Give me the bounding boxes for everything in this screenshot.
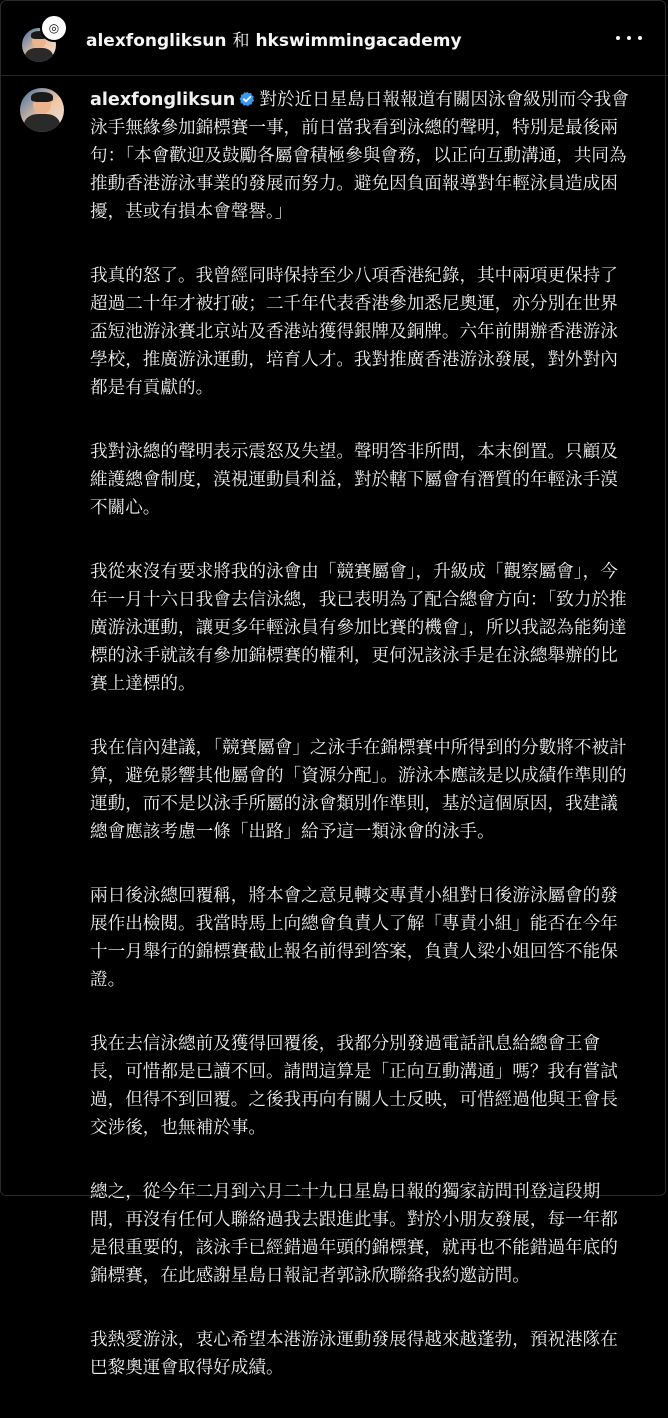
caption-paragraph: 我在去信泳總前及獲得回覆後，我都分別發過電話訊息給總會王會長，可惜都是已讀不回。請問這算是「正向互動溝通」嗎？我有嘗試過，但得不到回覆。之後我再向有關人士反映，可惜經過他與王會長交涉後，也無補於事。	[90, 1034, 618, 1138]
author-avatar[interactable]	[20, 88, 64, 132]
paragraph-text: 對於近日星島日報報道有關因泳會級別而令我會泳手無緣參加錦標賽一事，前日當我看到泳總的聲明，特別是最後兩句：「本會歡迎及鼓勵各屬會積極參與會務，以正向互動溝通，共同為推動香港游泳事業的發展而努力。避免因負面報導對年輕泳員造成困擾，甚或有損本會聲譽。」	[90, 90, 629, 222]
collab-title	[86, 26, 462, 51]
header-username-2[interactable]: hkswimmingacademy	[255, 31, 462, 51]
caption-paragraph: 兩日後泳總回覆稱，將本會之意見轉交專責小組對日後游泳屬會的發展作出檢閱。我當時馬上向總會負責人了解「專責小組」能否在今年十一月舉行的錦標賽截止報名前得到答案，負責人梁小姐回答不能保證。	[90, 886, 618, 990]
caption-paragraph: 我對泳總的聲明表示震怒及失望。聲明答非所問，本末倒置。只顧及維護總會制度，漠視運動員利益，對於轄下屬會有潛質的年輕泳手漠不關心。	[90, 442, 618, 518]
caption-paragraph: 我熱愛游泳，衷心希望本港游泳運動發展得越來越蓬勃，預祝港隊在巴黎奧運會取得好成績。	[90, 1330, 618, 1378]
author-username[interactable]: alexfongliksun	[90, 90, 236, 110]
caption-paragraph: 總之，從今年二月到六月二十九日星島日報的獨家訪問刊登這段期間，再沒有任何人聯絡過我去跟進此事。對於小朋友發展，每一年都是很重要的，該泳手已經錯過年頭的錦標賽，就再也不能錯過年底的錦標賽，在此感謝星島日報記者郭詠欣聯絡我約邀訪問。	[90, 1182, 618, 1286]
caption-paragraph: 我從來沒有要求將我的泳會由「競賽屬會」，升級成「觀察屬會」，今年一月十六日我會去信泳總，我已表明為了配合總會方向：「致力於推廣游泳運動，讓更多年輕泳員有參加比賽的機會」，所以我認為能夠達標的泳手就該有參加錦標賽的權利，更何況該泳手是在泳總舉辦的比賽上達標的。	[90, 562, 627, 694]
more-options-icon[interactable]	[616, 28, 642, 48]
caption-paragraph: 我在信內建議，「競賽屬會」之泳手在錦標賽中所得到的分數將不被計算，避免影響其他屬會的「資源分配」。游泳本應該是以成績作準則的運動，而不是以泳手所屬的泳會類別作準則，基於這個原因，我建議總會應該考慮一條「出路」給予這一類泳會的泳手。	[90, 738, 627, 842]
header-username-1[interactable]: alexfongliksun	[86, 31, 227, 51]
collab-avatar[interactable]: ◎	[40, 14, 68, 42]
header-conjunction: 和	[232, 31, 250, 51]
caption-paragraph	[90, 86, 630, 226]
caption-body	[90, 86, 630, 1418]
post-header	[0, 0, 668, 76]
post-caption	[0, 76, 668, 1378]
caption-paragraph: 我真的怒了。我曾經同時保持至少八項香港紀錄，其中兩項更保持了超過二十年才被打破；二千年代表香港參加悉尼奧運，亦分別在世界盃短池游泳賽北京站及香港站獲得銀牌及銅牌。六年前開辦香港游泳學校，推廣游泳運動，培育人才。我對推廣香港游泳發展，對外對內都是有貢獻的。	[90, 266, 618, 398]
verified-badge-icon	[239, 91, 255, 107]
